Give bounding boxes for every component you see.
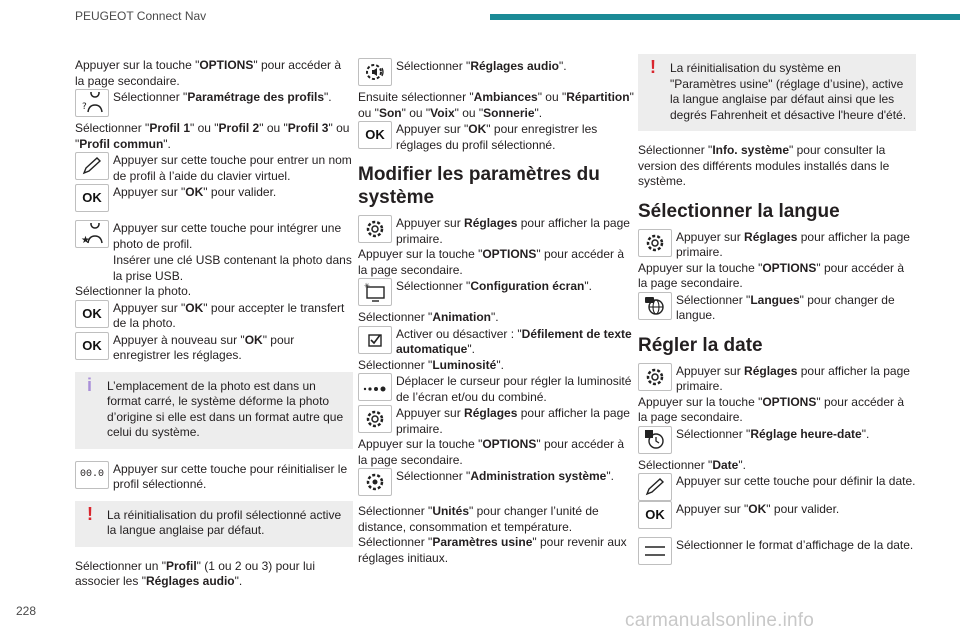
- checkbox-icon: [358, 326, 392, 354]
- language-icon: [638, 292, 672, 320]
- ok-icon: OK: [75, 332, 109, 360]
- svg-text:★: ★: [81, 235, 90, 245]
- system-admin-icon: [358, 468, 392, 496]
- step-text: Appuyer sur Réglages pour afficher la page primaire.: [676, 229, 910, 259]
- profile-photo-icon: [75, 220, 109, 248]
- step-text: Sélectionner "Configuration écran".: [396, 279, 592, 293]
- column-1: [75, 58, 353, 590]
- ok-icon: OK: [75, 300, 109, 328]
- step-text: Appuyer sur Réglages pour afficher la page primaire.: [676, 363, 910, 393]
- step-row: [75, 461, 353, 493]
- step-row: [358, 58, 636, 86]
- paragraph: Sélectionner "Profil 1" ou "Profil 2" ou "Profil 3" ou "Profil commun".: [75, 121, 350, 151]
- step-row: [358, 405, 636, 437]
- step-row: [638, 473, 916, 501]
- step-text: Sélectionner "Langues" pour changer de langue.: [676, 292, 895, 322]
- step-row: [358, 373, 636, 405]
- step-row: [75, 152, 353, 184]
- step-row: [358, 468, 636, 496]
- pencil-icon: [638, 473, 672, 501]
- step-row: [638, 363, 916, 395]
- step-text: Sélectionner "Réglages audio".: [396, 59, 567, 73]
- gear-icon: [358, 405, 392, 433]
- warning-icon: !: [87, 503, 93, 524]
- step-text: Appuyer sur Réglages pour afficher la page primaire.: [396, 216, 630, 246]
- step-text: Insérer une clé USB contenant la photo dans la prise USB.: [113, 253, 352, 283]
- svg-text:✳: ✳: [364, 282, 370, 290]
- paragraph: Sélectionner "Luminosité".: [358, 357, 504, 372]
- ok-icon: OK: [75, 184, 109, 212]
- column-3: [638, 58, 916, 565]
- paragraph: Sélectionner "Date".: [638, 457, 746, 472]
- step-row: [358, 326, 636, 358]
- step-text: Appuyer sur "OK" pour valider.: [113, 185, 277, 199]
- column-2: [358, 58, 636, 566]
- step-text: Appuyer sur cette touche pour réinitialiser le profil sélectionné.: [113, 461, 348, 491]
- paragraph: Appuyer sur la touche "OPTIONS" pour accéder à la page secondaire.: [75, 58, 342, 88]
- clock-date-icon: [638, 426, 672, 454]
- step-text: Sélectionner "Réglage heure-date".: [676, 426, 870, 441]
- warning-note: [75, 501, 353, 547]
- format-list-icon: [638, 537, 672, 565]
- watermark: carmanualsonline.info: [625, 610, 815, 631]
- note-text: L’emplacement de la photo est dans un format carré, le système déforme la photo d’origine si elle est dans un format autre que celui du système.: [107, 378, 344, 439]
- section-heading: Modifier les paramètres du système: [358, 164, 600, 208]
- warning-note: [638, 54, 916, 131]
- brightness-slider-icon: [358, 373, 392, 401]
- screen-config-icon: [358, 278, 392, 306]
- info-note: [75, 372, 353, 449]
- note-text: La réinitialisation du système en "Paramètres usine" (réglage d’usine), active la langue anglaise par défaut ainsi que les degrés Fahrenheit et désactive l'heure d'été.: [670, 61, 907, 122]
- step-text: Activer ou désactiver : "Défilement de texte automatique".: [396, 326, 632, 356]
- paragraph: Appuyer sur la touche "OPTIONS" pour accéder à la page secondaire.: [638, 394, 905, 424]
- paragraph: Sélectionner un "Profil" (1 ou 2 ou 3) pour lui associer les "Réglages audio".: [75, 558, 315, 588]
- step-text: Appuyer à nouveau sur "OK" pour enregistrer les réglages.: [113, 332, 295, 362]
- svg-text:?: ?: [82, 102, 87, 112]
- section-heading: Régler la date: [638, 334, 763, 356]
- step-text: Déplacer le curseur pour régler la luminosité de l’écran et/ou du combiné.: [396, 374, 632, 404]
- step-row: [358, 121, 636, 153]
- gear-icon: [358, 215, 392, 243]
- step-text: Sélectionner "Administration système".: [396, 469, 614, 483]
- section-heading: Sélectionner la langue: [638, 200, 840, 222]
- step-text: Appuyer sur cette touche pour définir la date.: [676, 474, 916, 488]
- step-row: [75, 89, 353, 117]
- paragraph: Ensuite sélectionner "Ambiances" ou "Répartition" ou "Son" ou "Voix" ou "Sonnerie".: [358, 90, 634, 120]
- paragraph: Sélectionner "Paramètres usine" pour revenir aux réglages initiaux.: [358, 535, 627, 565]
- step-row: [75, 300, 353, 332]
- header-accent-bar: [490, 14, 960, 20]
- step-row: [638, 537, 916, 565]
- step-text: Appuyer sur "OK" pour enregistrer les réglages du profil sélectionné.: [396, 122, 598, 152]
- paragraph: Sélectionner "Animation".: [358, 310, 499, 324]
- paragraph: Sélectionner "Info. système" pour consulter la version des différents modules installés dans le système.: [638, 143, 890, 188]
- ok-icon: OK: [638, 501, 672, 529]
- step-row: [358, 215, 636, 247]
- step-text: Appuyer sur cette touche pour entrer un nom de profil à l’aide du clavier virtuel.: [113, 153, 352, 183]
- gear-icon: [638, 363, 672, 391]
- paragraph: Sélectionner "Unités" pour changer l’unité de distance, consommation et température.: [358, 504, 599, 534]
- step-row: [75, 220, 353, 252]
- ok-icon: OK: [358, 121, 392, 149]
- step-row: [358, 278, 636, 306]
- paragraph: Appuyer sur la touche "OPTIONS" pour accéder à la page secondaire.: [358, 247, 625, 277]
- reset-icon: 00.0: [75, 461, 109, 489]
- step-row: [638, 501, 916, 529]
- paragraph: Sélectionner la photo.: [75, 284, 192, 298]
- step-text: Appuyer sur "OK" pour accepter le transfert de la photo.: [113, 300, 345, 330]
- step-text: Appuyer sur Réglages pour afficher la page primaire.: [396, 406, 630, 436]
- paragraph: Appuyer sur la touche "OPTIONS" pour accéder à la page secondaire.: [358, 437, 625, 467]
- header-title: PEUGEOT Connect Nav: [75, 9, 207, 23]
- info-icon: i: [87, 374, 93, 395]
- step-text: Appuyer sur cette touche pour intégrer une photo de profil.: [113, 221, 342, 251]
- note-text: La réinitialisation du profil sélectionné active la langue anglaise par défaut.: [107, 507, 342, 537]
- profile-settings-icon: [75, 89, 109, 117]
- paragraph: Appuyer sur la touche "OPTIONS" pour accéder à la page secondaire.: [638, 260, 905, 290]
- step-text: Sélectionner le format d’affichage de la date.: [676, 538, 914, 552]
- warning-icon: !: [650, 57, 656, 77]
- step-row: [75, 184, 353, 212]
- step-text: Appuyer sur "OK" pour valider.: [676, 502, 840, 516]
- step-row: [638, 292, 916, 324]
- step-row: [638, 229, 916, 261]
- step-text: Sélectionner "Paramétrage des profils".: [113, 90, 332, 104]
- pencil-icon: [75, 152, 109, 180]
- page-number: 228: [16, 604, 37, 618]
- step-row: [113, 252, 353, 284]
- gear-icon: [638, 229, 672, 257]
- step-row: [75, 332, 353, 364]
- step-row: [638, 426, 916, 454]
- audio-settings-icon: [358, 58, 392, 86]
